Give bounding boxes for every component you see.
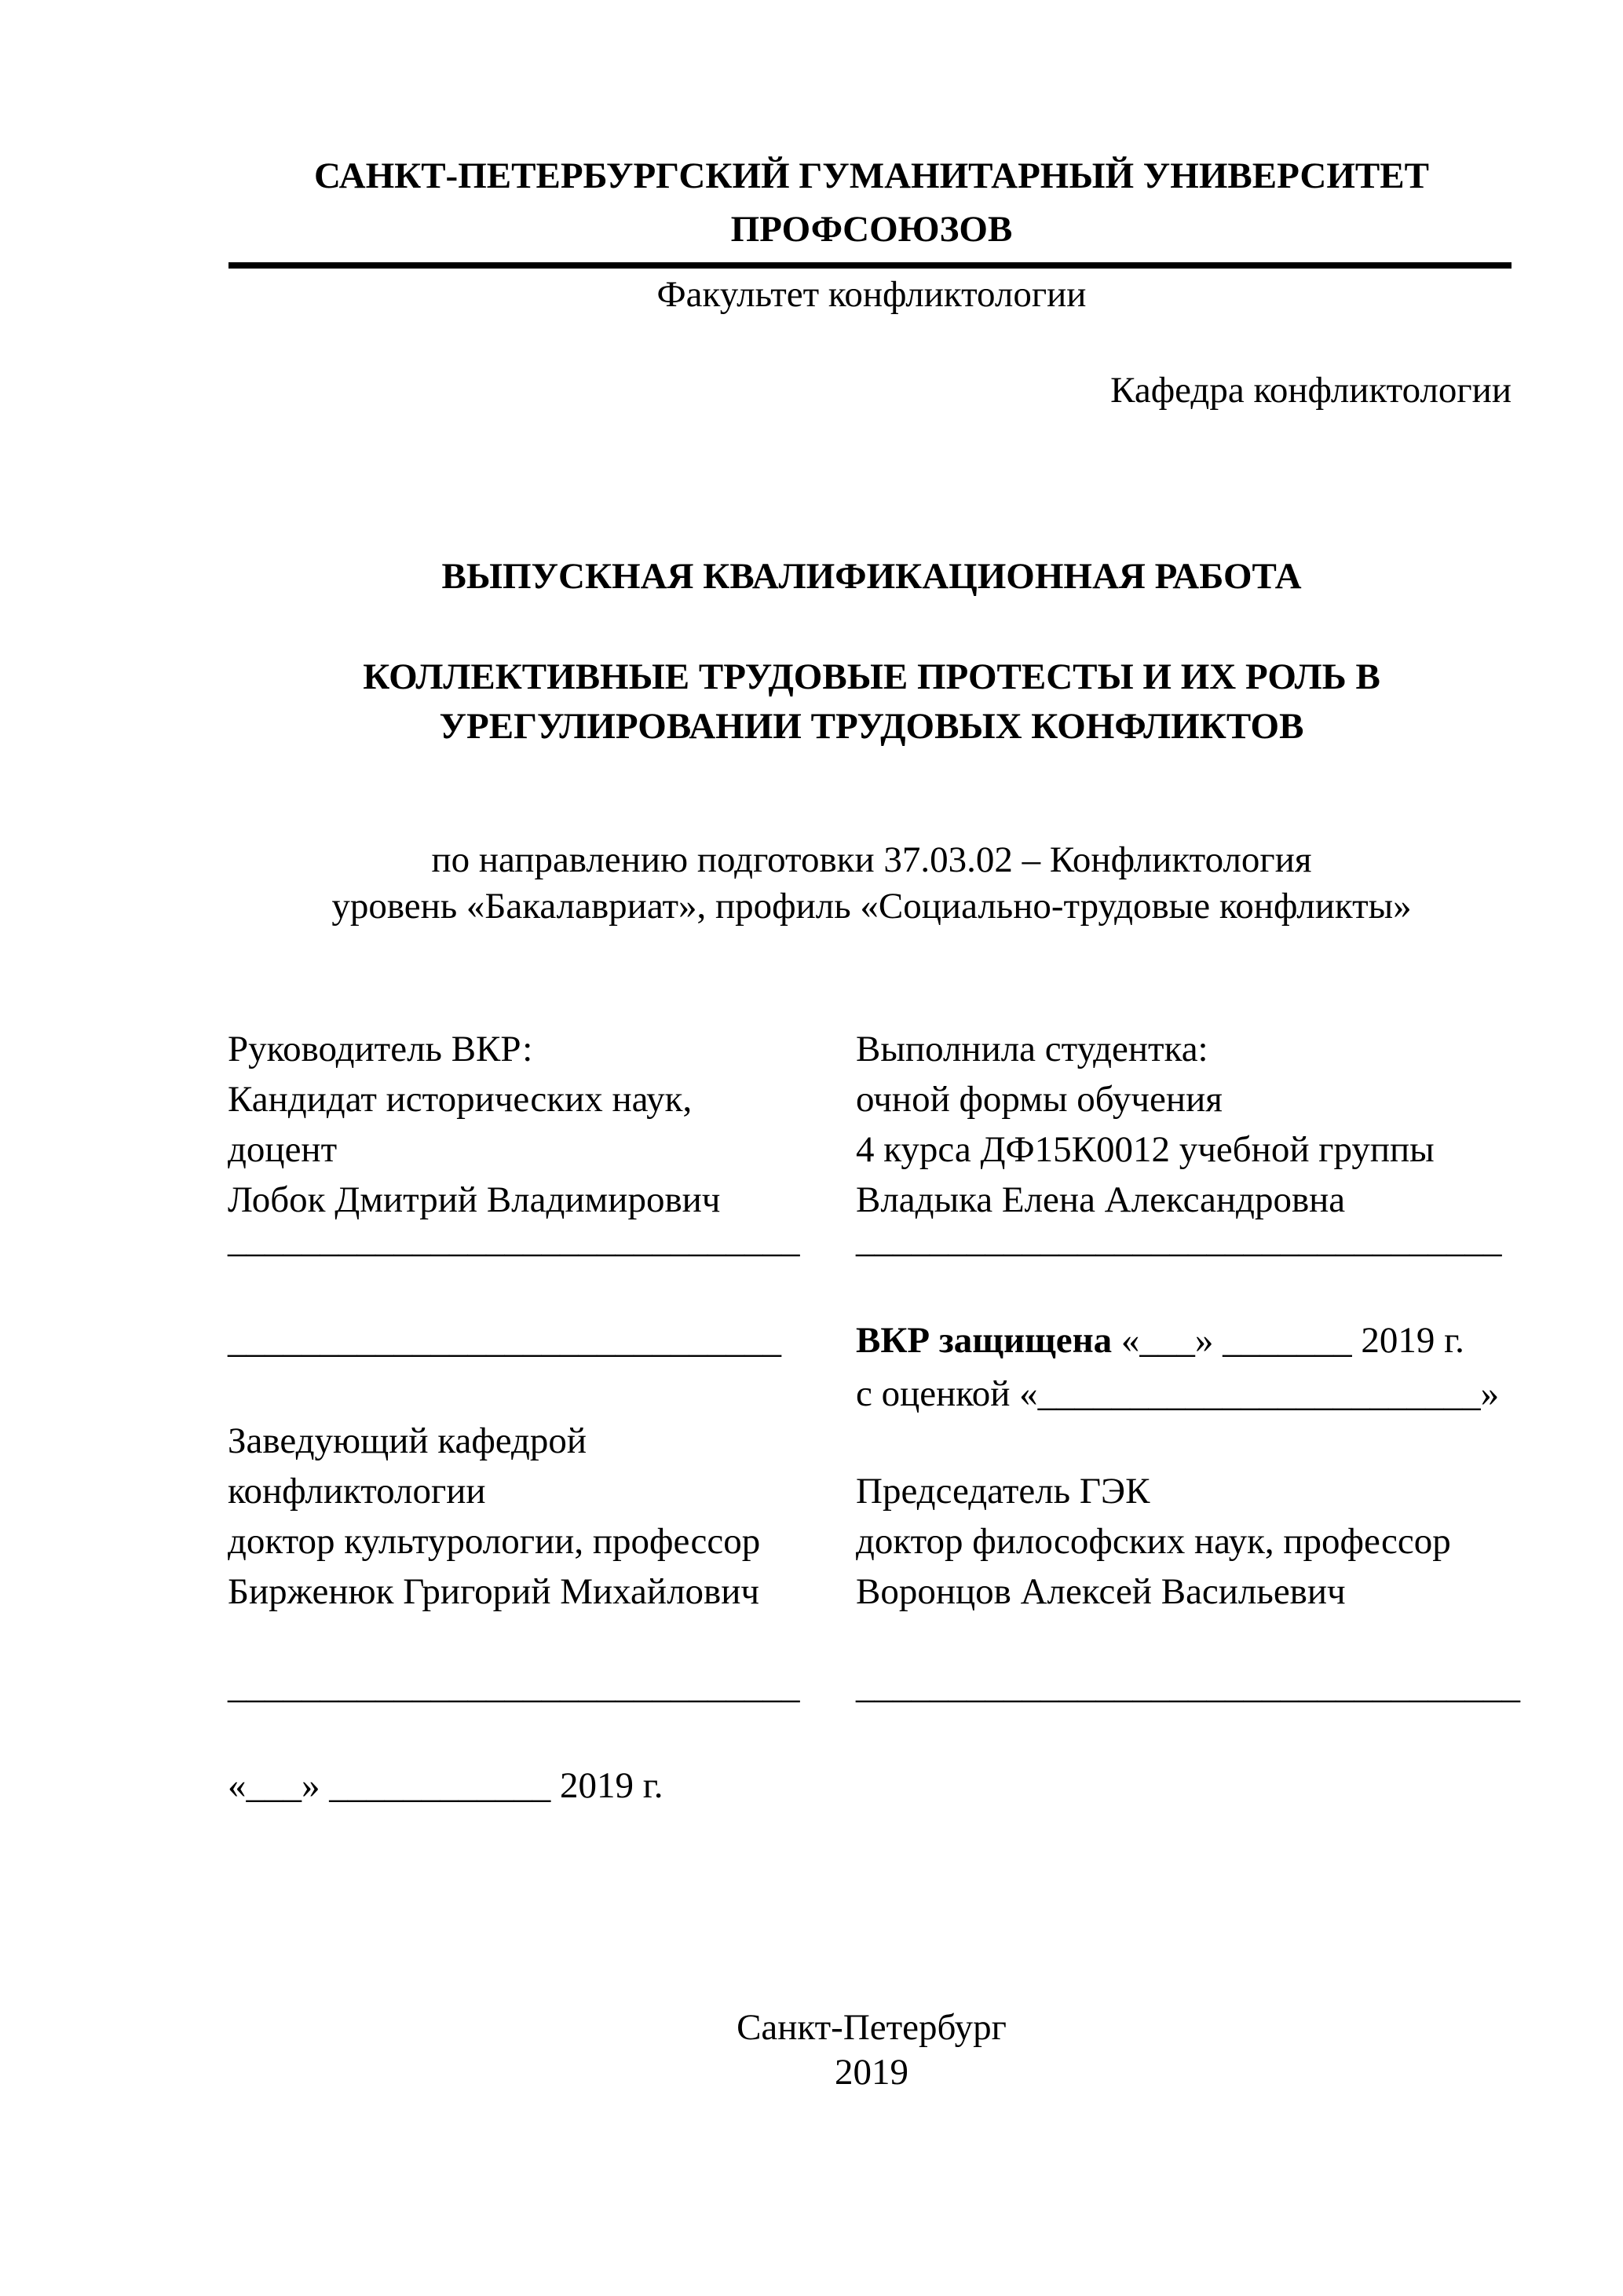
supervisor-name: Лобок Дмитрий Владимирович [228, 1179, 721, 1220]
program-level-profile: уровень «Бакалавриат», профиль «Социально-трудовые конфликты» [331, 886, 1412, 927]
committee-chair-name: Воронцов Алексей Васильевич [856, 1571, 1346, 1612]
student-heading: Выполнила студентка: [856, 1029, 1208, 1069]
committee-chair-degree: доктор философских наук, профессор [856, 1521, 1451, 1562]
student-study-form: очной формы обучения [856, 1079, 1223, 1120]
committee-chair-title: Председатель ГЭК [856, 1471, 1150, 1512]
defense-defended-label: ВКР защищена [856, 1320, 1113, 1361]
department-head-name: Бирженюк Григорий Михайлович [228, 1571, 760, 1612]
department-head-title-line1: Заведующий кафедрой [228, 1420, 587, 1461]
faculty-name: Факультет конфликтологии [656, 274, 1087, 315]
department-head-signature-line2: _______________________________ [228, 1665, 800, 1706]
supervisor-heading: Руководитель ВКР: [228, 1029, 533, 1069]
student-signature-line: ___________________________________ [856, 1219, 1502, 1260]
department-head-date-line: «___» ____________ 2019 г. [228, 1765, 663, 1806]
footer-city: Санкт-Петербург [737, 2007, 1007, 2048]
university-name-line2: ПРОФСОЮЗОВ [730, 209, 1013, 250]
defense-date-line [856, 1322, 1464, 1359]
student-name: Владыка Елена Александровна [856, 1179, 1346, 1220]
student-group: 4 курса ДФ15К0012 учебной группы [856, 1129, 1435, 1170]
department-head-degree: доктор культурологии, профессор [228, 1521, 761, 1562]
defense-defended-date: «___» _______ 2019 г. [1112, 1320, 1464, 1361]
thesis-title-line1: КОЛЛЕКТИВНЫЕ ТРУДОВЫЕ ПРОТЕСТЫ И ИХ РОЛЬ В [363, 656, 1380, 697]
department-name: Кафедра конфликтологии [1110, 370, 1512, 411]
supervisor-position: доцент [228, 1129, 338, 1170]
supervisor-degree: Кандидат исторических наук, [228, 1079, 693, 1120]
program-direction: по направлению подготовки 37.03.02 – Конфликтология [431, 839, 1312, 880]
department-head-signature-line: ______________________________ [228, 1320, 781, 1361]
work-type-heading: ВЫПУСКНАЯ КВАЛИФИКАЦИОННАЯ РАБОТА [441, 556, 1302, 597]
supervisor-signature-line: _______________________________ [228, 1219, 800, 1260]
thesis-title-line2: УРЕГУЛИРОВАНИИ ТРУДОВЫХ КОНФЛИКТОВ [439, 706, 1304, 747]
committee-chair-signature-line: ____________________________________ [856, 1665, 1520, 1706]
department-head-title-line2: конфликтологии [228, 1471, 486, 1512]
defense-grade-line: с оценкой «________________________» [856, 1373, 1500, 1414]
header-divider-rule [228, 262, 1512, 269]
footer-year: 2019 [835, 2052, 908, 2093]
university-name-line1: САНКТ-ПЕТЕРБУРГСКИЙ ГУМАНИТАРНЫЙ УНИВЕРСИТЕТ [314, 155, 1429, 196]
